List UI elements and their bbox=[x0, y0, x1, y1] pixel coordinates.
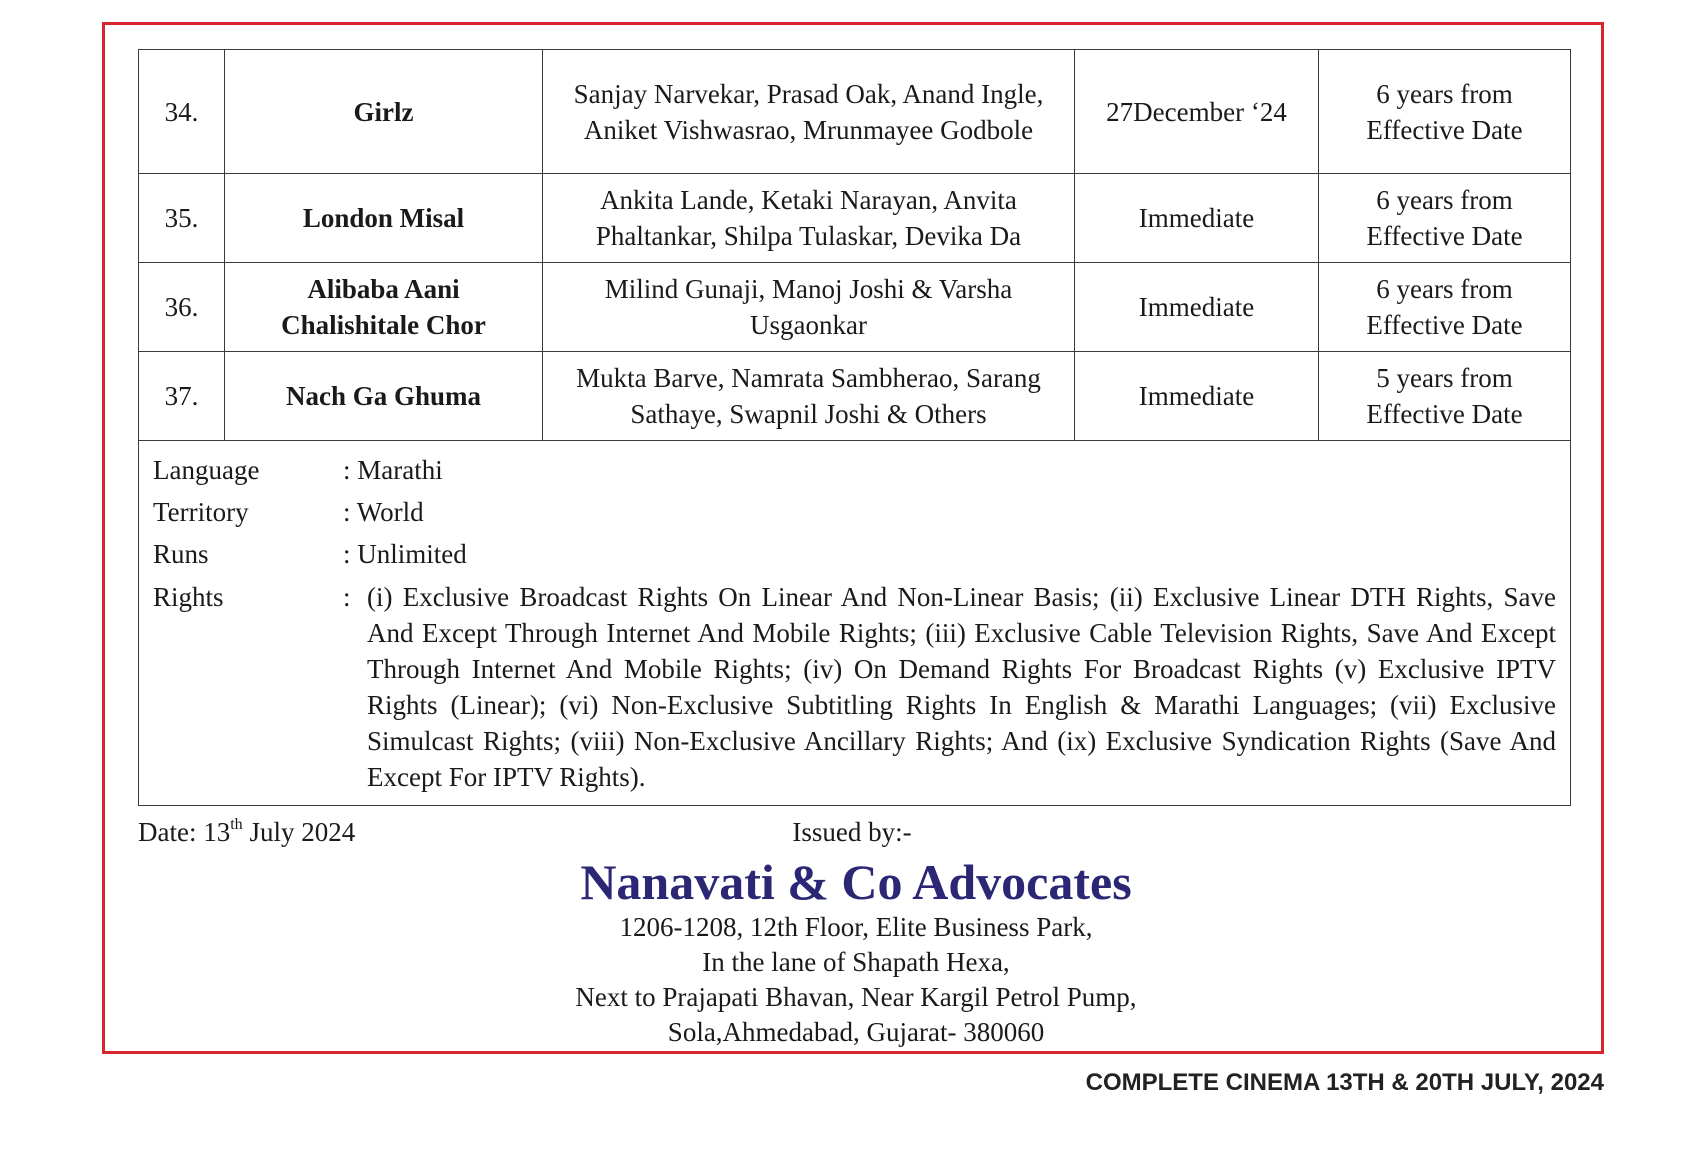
film-title: Alibaba Aani Chalishitale Chor bbox=[225, 263, 543, 352]
firm-name: Nanavati & Co Advocates bbox=[580, 854, 1132, 910]
issued-by: Issued by:- bbox=[792, 817, 912, 847]
address-line: In the lane of Shapath Hexa, bbox=[702, 947, 1010, 977]
runs-term bbox=[153, 533, 1556, 575]
publication-footer: COMPLETE CINEMA 13TH & 20TH JULY, 2024 bbox=[1085, 1069, 1604, 1096]
rights-term-block bbox=[153, 579, 1556, 795]
rights-term: 5 years from Effective Date bbox=[1319, 352, 1571, 441]
film-title: London Misal bbox=[225, 174, 543, 263]
terms-row bbox=[139, 441, 1571, 806]
rights-term: 6 years from Effective Date bbox=[1319, 263, 1571, 352]
rights-value: (i) Exclusive Broadcast Rights On Linear And Non-Linear Basis; (ii) Exclusive Linear DTH Rights, Save And Except Through Internet And Mobile Rights; (iii) Exclusive Cable Television Rights, Save And Except Through Internet And Mobile Rights; (iv) On Demand Rights For Broadcast Rights (v) Exclusive IPTV Rights (Linear); (vi) Non-Exclusive Subtitling Rights In English & Marathi Languages; (vii) Exclusive Simulcast Rights; (viii) Non-Exclusive Ancillary Rights; And (ix) Exclusive Syndication Rights (Save And Except For IPTV Rights). bbox=[367, 582, 1556, 792]
address-line: 1206-1208, 12th Floor, Elite Business Park, bbox=[619, 912, 1093, 942]
language-value: : Marathi bbox=[343, 455, 443, 485]
serial-number: 34. bbox=[139, 50, 225, 174]
runs-label: Runs bbox=[153, 539, 209, 569]
firm-address bbox=[0, 910, 1700, 1050]
table-row bbox=[139, 174, 1571, 263]
date-suffix: July 2024 bbox=[242, 817, 356, 847]
cast-list: Ankita Lande, Ketaki Narayan, Anvita Phaltankar, Shilpa Tulaskar, Devika Da bbox=[543, 174, 1075, 263]
date-prefix: Date: 13 bbox=[138, 817, 231, 847]
cast-list: Milind Gunaji, Manoj Joshi & Varsha Usgaonkar bbox=[543, 263, 1075, 352]
rights-term: 6 years from Effective Date bbox=[1319, 50, 1571, 174]
territory-term bbox=[153, 491, 1556, 533]
language-term bbox=[153, 449, 1556, 491]
film-title: Girlz bbox=[225, 50, 543, 174]
language-label: Language bbox=[153, 455, 260, 485]
rights-colon: : bbox=[343, 582, 351, 612]
territory-value: : World bbox=[343, 497, 424, 527]
cast-list: Sanjay Narvekar, Prasad Oak, Anand Ingle, Aniket Vishwasrao, Mrunmayee Godbole bbox=[543, 50, 1075, 174]
serial-number: 35. bbox=[139, 174, 225, 263]
rights-label: Rights bbox=[153, 582, 224, 612]
table-row bbox=[139, 50, 1571, 174]
effective-date: Immediate bbox=[1075, 352, 1319, 441]
rights-term: 6 years from Effective Date bbox=[1319, 174, 1571, 263]
date-superscript: th bbox=[230, 816, 243, 833]
film-title: Nach Ga Ghuma bbox=[225, 352, 543, 441]
runs-value: : Unlimited bbox=[343, 539, 467, 569]
terms-block bbox=[139, 441, 1571, 806]
table-row bbox=[139, 352, 1571, 441]
serial-number: 36. bbox=[139, 263, 225, 352]
territory-label: Territory bbox=[153, 497, 249, 527]
table-row bbox=[139, 263, 1571, 352]
serial-number: 37. bbox=[139, 352, 225, 441]
cast-list: Mukta Barve, Namrata Sambherao, Sarang Sathaye, Swapnil Joshi & Others bbox=[543, 352, 1075, 441]
address-line: Sola,Ahmedabad, Gujarat- 380060 bbox=[667, 1017, 1045, 1047]
film-rights-table bbox=[138, 49, 1571, 806]
effective-date: 27December ‘24 bbox=[1075, 50, 1319, 174]
effective-date: Immediate bbox=[1075, 174, 1319, 263]
effective-date: Immediate bbox=[1075, 263, 1319, 352]
address-line: Next to Prajapati Bhavan, Near Kargil Petrol Pump, bbox=[575, 982, 1137, 1012]
